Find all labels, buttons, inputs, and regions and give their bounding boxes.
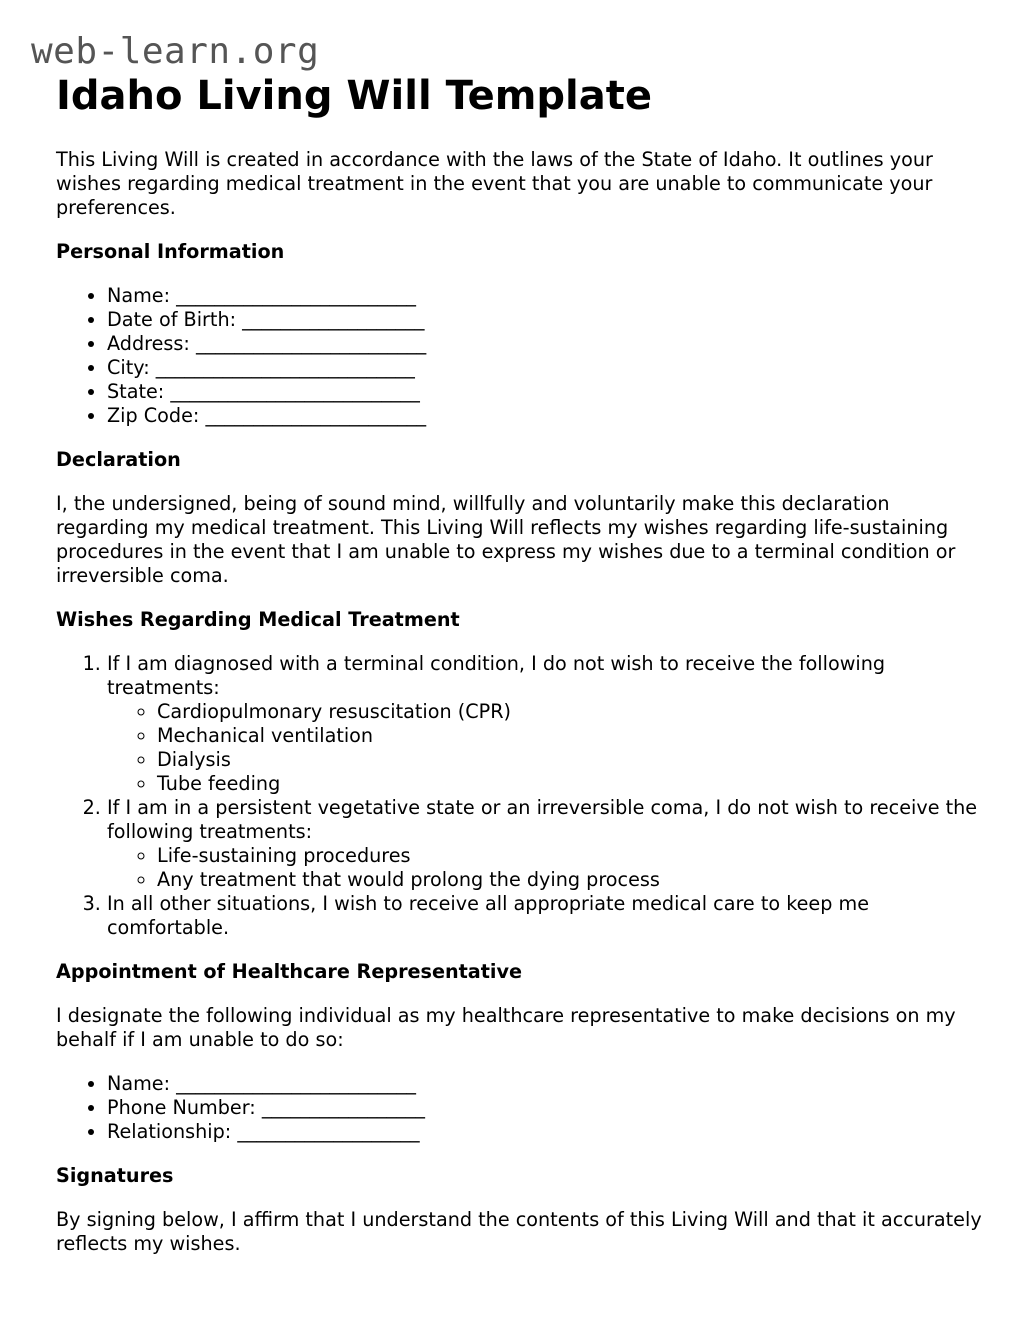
wishes-list (56, 652, 986, 940)
wish-item (107, 796, 986, 892)
signatures-paragraph: By signing below, I affirm that I understand the contents of this Living Will and that it accurately reflects my wishes. (56, 1208, 982, 1255)
declaration-heading: Declaration (56, 448, 181, 471)
representative-list (56, 1072, 986, 1144)
field-representative-name: • Name: _________________________ (107, 1072, 986, 1096)
wish-subitem: ◦ Cardiopulmonary resuscitation (CPR) (157, 700, 986, 724)
watermark: web-learn.org (31, 31, 320, 72)
document-page (56, 72, 986, 1276)
field-name: • Name: _________________________ (107, 284, 986, 308)
wish-subitem-list (107, 844, 986, 892)
field-state: • State: __________________________ (107, 380, 986, 404)
field-relationship: • Relationship: ___________________ (107, 1120, 986, 1144)
wish-item (107, 892, 986, 940)
field-phone-number: • Phone Number: _________________ (107, 1096, 986, 1120)
document-title: Idaho Living Will Template (56, 73, 652, 119)
wish-subitem: ◦ Any treatment that would prolong the dying process (157, 868, 986, 892)
personal-info-list (56, 284, 986, 428)
representative-paragraph: I designate the following individual as my healthcare representative to make decisions on my behalf if I am unable to do so: (56, 1004, 956, 1051)
wish-item (107, 652, 986, 796)
wish-subitem: ◦ Mechanical ventilation (157, 724, 986, 748)
personal-info-heading: Personal Information (56, 240, 285, 263)
intro-paragraph: This Living Will is created in accordance with the laws of the State of Idaho. It outlines your wishes regarding medical treatment in the event that you are unable to communicate your preferences. (56, 148, 933, 219)
field-zip-code: • Zip Code: _______________________ (107, 404, 986, 428)
wish-subitem: ◦ Life-sustaining procedures (157, 844, 986, 868)
wish-item-text: In all other situations, I wish to receive all appropriate medical care to keep me comfortable. (107, 892, 870, 939)
wish-item-text: If I am in a persistent vegetative state or an irreversible coma, I do not wish to receive the following treatments: (107, 796, 978, 843)
field-address: • Address: ________________________ (107, 332, 986, 356)
signatures-heading: Signatures (56, 1164, 174, 1187)
field-city: • City: ___________________________ (107, 356, 986, 380)
declaration-paragraph: I, the undersigned, being of sound mind, willfully and voluntarily make this declaration regarding my medical treatment. This Living Will reflects my wishes regarding life-sustaining procedures in the event that I am unable to express my wishes due to a terminal condition or irreversible coma. (56, 492, 956, 587)
field-date-of-birth: • Date of Birth: ___________________ (107, 308, 986, 332)
wish-subitem: ◦ Tube feeding (157, 772, 986, 796)
wish-item-text: If I am diagnosed with a terminal condition, I do not wish to receive the following treatments: (107, 652, 886, 699)
representative-heading: Appointment of Healthcare Representative (56, 960, 523, 983)
wish-subitem-list (107, 700, 986, 796)
wish-subitem: ◦ Dialysis (157, 748, 986, 772)
wishes-heading: Wishes Regarding Medical Treatment (56, 608, 460, 631)
